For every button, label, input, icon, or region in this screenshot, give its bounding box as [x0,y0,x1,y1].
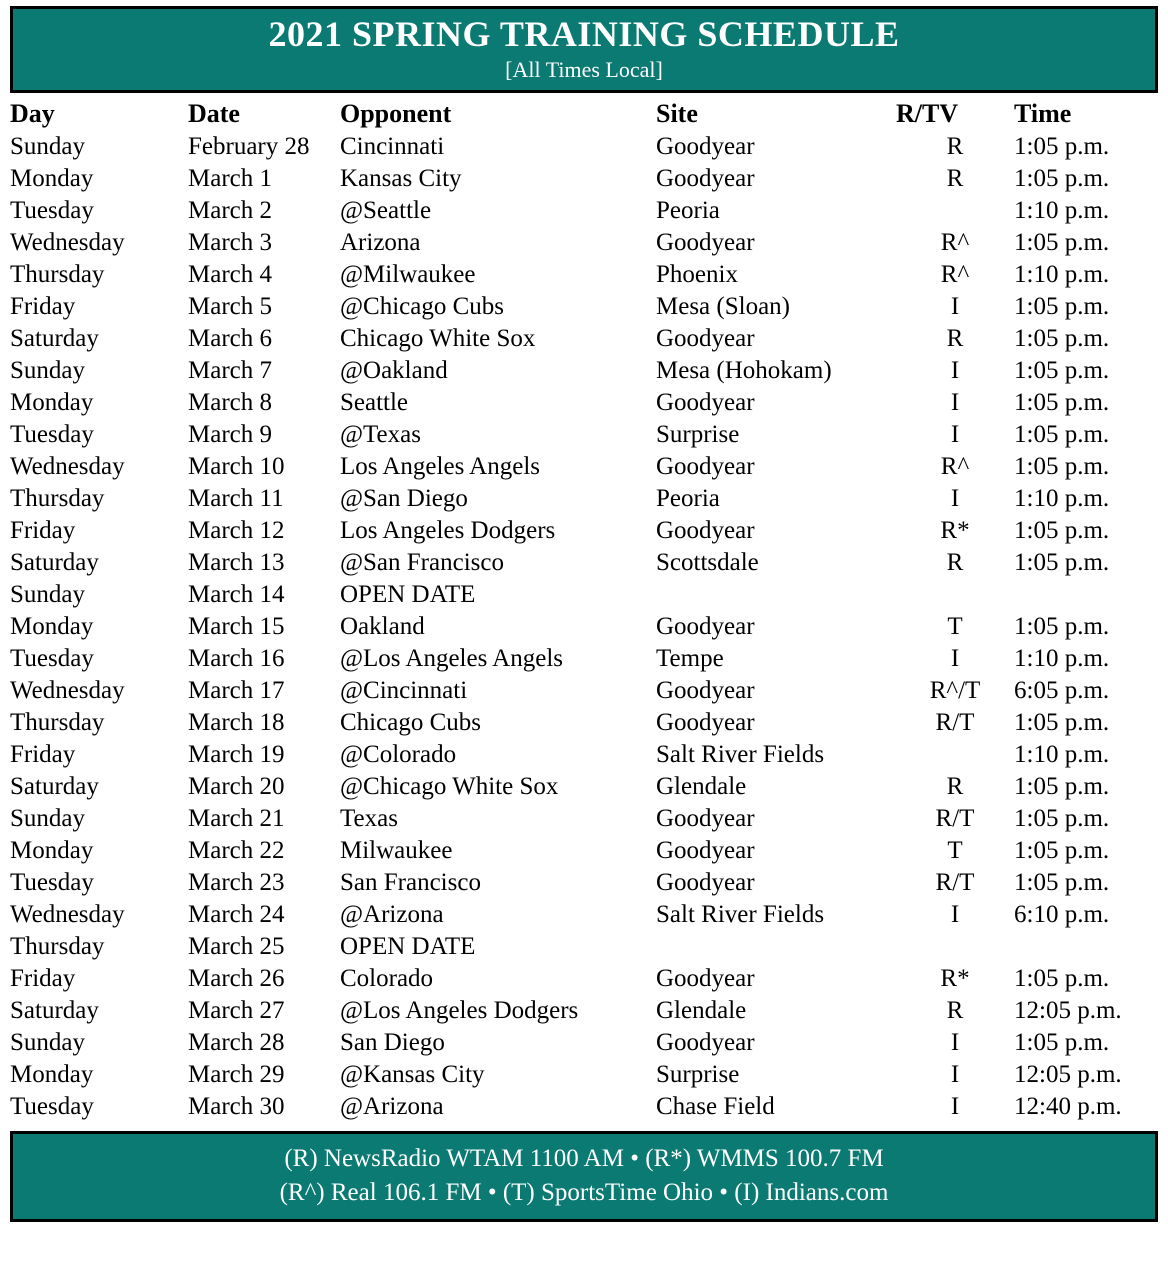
cell-time: 1:05 p.m. [1014,548,1110,576]
cell-opponent: Oakland [340,612,425,640]
cell-date: March 5 [188,292,272,320]
cell-day: Monday [10,164,94,192]
cell-site: Mesa (Hohokam) [656,356,832,384]
cell-date: March 21 [188,804,285,832]
table-row [10,1027,1168,1059]
cell-rtv: R [946,164,964,192]
cell-date: March 28 [188,1028,285,1056]
cell-day: Tuesday [10,868,94,896]
cell-date: March 14 [188,580,285,608]
cell-rtv: T [947,612,963,640]
cell-date: March 6 [188,324,272,352]
cell-opponent: Colorado [340,964,434,992]
cell-date: March 30 [188,1092,285,1120]
cell-site: Tempe [656,644,724,672]
broadcast-legend-line-1: (R) NewsRadio WTAM 1100 AM • (R*) WMMS 100.7 FM [284,1144,884,1172]
cell-site: Mesa (Sloan) [656,292,790,320]
table-row [10,419,1168,451]
cell-site: Goodyear [656,708,755,736]
cell-site: Phoenix [656,260,738,288]
cell-time: 1:05 p.m. [1014,132,1110,160]
cell-day: Tuesday [10,420,94,448]
cell-date: March 4 [188,260,272,288]
cell-time: 1:10 p.m. [1014,644,1110,672]
cell-site: Goodyear [656,228,755,256]
cell-rtv: R* [940,516,970,544]
cell-date: March 12 [188,516,285,544]
cell-opponent: @Kansas City [340,1060,485,1088]
cell-site: Goodyear [656,452,755,480]
cell-day: Friday [10,516,76,544]
cell-day: Sunday [10,132,85,160]
cell-opponent: @Colorado [340,740,457,768]
table-header [10,99,1168,131]
table-row [10,1059,1168,1091]
cell-time: 1:05 p.m. [1014,964,1110,992]
footer-banner [10,1131,1158,1223]
cell-rtv: I [950,1028,960,1056]
cell-time: 1:05 p.m. [1014,452,1110,480]
cell-opponent: Chicago White Sox [340,324,536,352]
cell-rtv: I [950,388,960,416]
table-row [10,323,1168,355]
cell-date: March 1 [188,164,272,192]
cell-day: Sunday [10,804,85,832]
cell-time: 1:05 p.m. [1014,836,1110,864]
column-header-time: Time [1014,98,1072,128]
cell-rtv: I [950,484,960,512]
cell-site: Goodyear [656,132,755,160]
cell-date: March 16 [188,644,285,672]
cell-day: Monday [10,1060,94,1088]
cell-rtv: R* [940,964,970,992]
cell-site: Goodyear [656,612,755,640]
cell-opponent: @Seattle [340,196,432,224]
cell-opponent: @Texas [340,420,421,448]
cell-site: Goodyear [656,868,755,896]
table-row [10,611,1168,643]
cell-rtv: I [950,900,960,928]
cell-day: Saturday [10,772,99,800]
cell-time [1014,931,1168,963]
cell-time: 12:05 p.m. [1014,1060,1122,1088]
table-row [10,739,1168,771]
table-row [10,771,1168,803]
cell-time: 1:05 p.m. [1014,868,1110,896]
cell-site: Goodyear [656,516,755,544]
table-row [10,451,1168,483]
cell-opponent: Milwaukee [340,836,453,864]
cell-day: Sunday [10,1028,85,1056]
cell-rtv [896,195,1014,227]
table-row [10,1091,1168,1123]
cell-opponent: Seattle [340,388,409,416]
cell-opponent: @Arizona [340,900,444,928]
cell-rtv: I [950,356,960,384]
cell-site: Peoria [656,196,720,224]
cell-rtv [896,579,1014,611]
cell-opponent: @Cincinnati [340,676,468,704]
cell-rtv: R [946,772,964,800]
cell-opponent: @Milwaukee [340,260,476,288]
cell-day: Thursday [10,484,105,512]
cell-date: March 27 [188,996,285,1024]
table-row [10,835,1168,867]
cell-opponent: @Arizona [340,1092,444,1120]
table-body [10,131,1168,1123]
cell-site: Surprise [656,1060,740,1088]
table-row [10,707,1168,739]
cell-date: March 25 [188,932,285,960]
cell-day: Friday [10,964,76,992]
cell-opponent: Los Angeles Angels [340,452,540,480]
cell-site: Glendale [656,772,747,800]
table-row [10,387,1168,419]
cell-rtv: I [950,292,960,320]
cell-time: 1:05 p.m. [1014,164,1110,192]
cell-day: Sunday [10,356,85,384]
cell-day: Thursday [10,708,105,736]
cell-day: Thursday [10,932,105,960]
column-header-site: Site [656,98,698,128]
cell-day: Friday [10,292,76,320]
cell-time: 6:10 p.m. [1014,900,1110,928]
table-row [10,163,1168,195]
cell-date: March 11 [188,484,284,512]
cell-date: February 28 [188,132,310,160]
cell-time [1014,579,1168,611]
cell-day: Wednesday [10,228,125,256]
cell-time: 12:40 p.m. [1014,1092,1122,1120]
cell-site: Goodyear [656,388,755,416]
cell-opponent: Los Angeles Dodgers [340,516,556,544]
cell-site: Goodyear [656,964,755,992]
cell-rtv: R^/T [929,676,981,704]
table-row [10,291,1168,323]
cell-time: 1:05 p.m. [1014,356,1110,384]
cell-date: March 3 [188,228,272,256]
page-subtitle: [All Times Local] [505,56,663,82]
table-header-row [10,99,1168,131]
cell-time: 1:05 p.m. [1014,708,1110,736]
cell-rtv: R/T [935,868,975,896]
cell-opponent: San Diego [340,1028,445,1056]
column-header-day: Day [10,98,55,128]
cell-day: Sunday [10,580,85,608]
cell-rtv: R [946,548,964,576]
cell-date: March 20 [188,772,285,800]
cell-site: Goodyear [656,676,755,704]
table-row [10,355,1168,387]
table-row [10,515,1168,547]
cell-date: March 9 [188,420,272,448]
cell-date: March 18 [188,708,285,736]
cell-date: March 22 [188,836,285,864]
cell-date: March 2 [188,196,272,224]
cell-time: 1:05 p.m. [1014,1028,1110,1056]
cell-date: March 17 [188,676,285,704]
cell-opponent: Arizona [340,228,421,256]
cell-rtv: R/T [935,708,975,736]
table-row [10,995,1168,1027]
cell-rtv: R^ [940,452,970,480]
cell-opponent: Cincinnati [340,132,445,160]
table-row [10,867,1168,899]
cell-opponent: @San Diego [340,484,468,512]
table-row [10,675,1168,707]
cell-time: 6:05 p.m. [1014,676,1110,704]
cell-day: Monday [10,388,94,416]
cell-day: Saturday [10,996,99,1024]
cell-time: 1:05 p.m. [1014,804,1110,832]
cell-opponent: @Oakland [340,356,448,384]
cell-rtv [896,931,1014,963]
cell-site: Goodyear [656,324,755,352]
cell-time: 1:05 p.m. [1014,612,1110,640]
cell-opponent: Chicago Cubs [340,708,481,736]
cell-opponent: @Los Angeles Angels [340,644,564,672]
table-row [10,931,1168,963]
cell-site: Chase Field [656,1092,775,1120]
table-row [10,131,1168,163]
cell-time: 1:05 p.m. [1014,388,1110,416]
cell-time: 1:05 p.m. [1014,292,1110,320]
cell-opponent: San Francisco [340,868,481,896]
cell-day: Monday [10,836,94,864]
cell-site [656,579,896,611]
cell-rtv: R [946,132,964,160]
cell-site: Peoria [656,484,720,512]
cell-site: Goodyear [656,804,755,832]
cell-day: Saturday [10,548,99,576]
schedule-table [10,99,1168,1123]
cell-day: Tuesday [10,1092,94,1120]
cell-time: 1:05 p.m. [1014,324,1110,352]
cell-day: Wednesday [10,452,125,480]
cell-time: 1:05 p.m. [1014,772,1110,800]
cell-site [656,931,896,963]
cell-time: 1:10 p.m. [1014,196,1110,224]
header-banner [10,6,1158,93]
cell-rtv: R [946,996,964,1024]
cell-date: March 7 [188,356,272,384]
cell-opponent: OPEN DATE [340,932,476,960]
cell-site: Goodyear [656,836,755,864]
cell-opponent: Kansas City [340,164,462,192]
cell-date: March 23 [188,868,285,896]
cell-day: Thursday [10,260,105,288]
cell-day: Wednesday [10,900,125,928]
cell-opponent: @Chicago Cubs [340,292,504,320]
cell-time: 1:05 p.m. [1014,516,1110,544]
table-row [10,259,1168,291]
broadcast-legend-line-2: (R^) Real 106.1 FM • (T) SportsTime Ohio • (I) Indians.com [279,1178,889,1206]
cell-date: March 15 [188,612,285,640]
cell-day: Tuesday [10,644,94,672]
cell-opponent: Texas [340,804,398,832]
cell-time: 1:05 p.m. [1014,228,1110,256]
table-row [10,195,1168,227]
cell-date: March 19 [188,740,285,768]
column-header-opponent: Opponent [340,98,452,128]
page-title: 2021 SPRING TRAINING SCHEDULE [268,14,900,54]
cell-date: March 29 [188,1060,285,1088]
cell-rtv: R/T [935,804,975,832]
cell-site: Salt River Fields [656,900,825,928]
cell-day: Saturday [10,324,99,352]
cell-date: March 8 [188,388,272,416]
table-row [10,803,1168,835]
cell-time: 1:10 p.m. [1014,260,1110,288]
cell-date: March 26 [188,964,285,992]
cell-opponent: @San Francisco [340,548,504,576]
cell-site: Surprise [656,420,740,448]
cell-site: Scottsdale [656,548,759,576]
table-row [10,899,1168,931]
cell-date: March 24 [188,900,285,928]
cell-opponent: @Chicago White Sox [340,772,559,800]
cell-day: Wednesday [10,676,125,704]
cell-day: Tuesday [10,196,94,224]
cell-site: Glendale [656,996,747,1024]
cell-site: Goodyear [656,164,755,192]
cell-time: 1:05 p.m. [1014,420,1110,448]
table-row [10,579,1168,611]
cell-rtv: I [950,1060,960,1088]
cell-date: March 10 [188,452,285,480]
column-header-rtv: R/TV [896,98,959,128]
cell-opponent: OPEN DATE [340,580,476,608]
cell-rtv: T [947,836,963,864]
cell-rtv: R [946,324,964,352]
cell-date: March 13 [188,548,285,576]
cell-time: 12:05 p.m. [1014,996,1122,1024]
cell-rtv: I [950,1092,960,1120]
table-row [10,963,1168,995]
cell-time: 1:10 p.m. [1014,484,1110,512]
cell-rtv: I [950,644,960,672]
cell-rtv: I [950,420,960,448]
table-row [10,227,1168,259]
table-row [10,547,1168,579]
column-header-date: Date [188,98,240,128]
table-row [10,483,1168,515]
cell-rtv: R^ [940,260,970,288]
cell-day: Monday [10,612,94,640]
cell-opponent: @Los Angeles Dodgers [340,996,579,1024]
cell-time: 1:10 p.m. [1014,740,1110,768]
cell-day: Friday [10,740,76,768]
cell-site: Salt River Fields [656,740,825,768]
cell-rtv: R^ [940,228,970,256]
cell-site: Goodyear [656,1028,755,1056]
table-row [10,643,1168,675]
cell-rtv [896,739,1014,771]
